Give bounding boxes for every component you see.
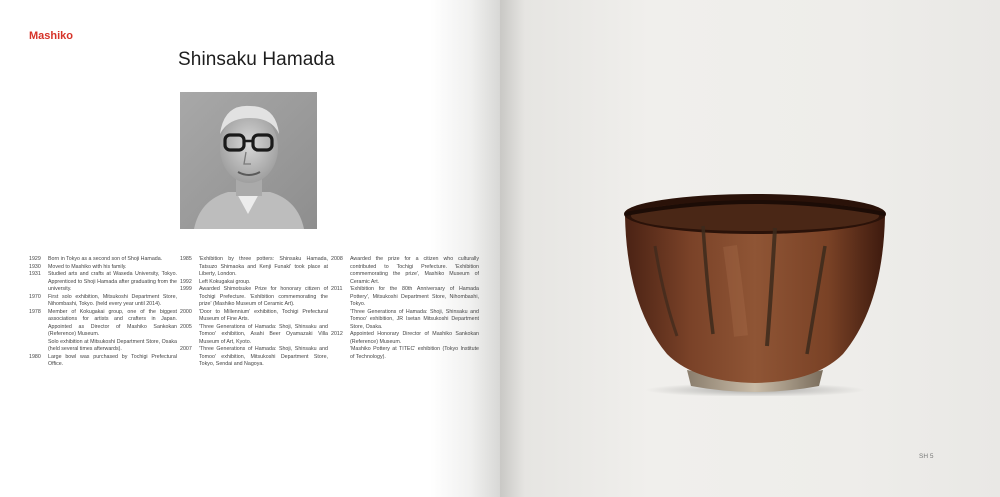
entry-text: 'Three Generations of Hamada: Shoji, Shinsaku and Tomoo' exhibition, JR Isetan Mitsukoshi Department Store, Osaka. (350, 308, 479, 330)
entry-year: 1980 (29, 353, 41, 360)
entry-text: 'Door to Millennium' exhibition, Tochigi Prefectural Museum of Fine Arts. (199, 308, 328, 322)
entry-text: 'Exhibition by three potters: Shinsaku Hamada, Tatsuzo Shimaoka and Kenji Funaki' took place at Liberty, London. (199, 256, 328, 277)
chronology-entry (180, 279, 328, 287)
section-label: Mashiko (29, 30, 74, 42)
entry-text: Appointed Honorary Director of Mashiko Sankokan (Reference) Museum. (350, 331, 479, 345)
entry-year: 1929 (29, 256, 41, 262)
chronology-entry (29, 309, 177, 339)
entry-text: Awarded the prize for a citizen who culturally contributed to Tochigi Prefecture. 'Exhibition commemorating the prize', Mashiko Museum of Ceramic Art. (350, 256, 479, 285)
entry-text: Studied arts and crafts at Waseda University, Tokyo. Apprenticed to Shoji Hamada after graduating from the university. (48, 271, 177, 292)
chronology-entry (29, 264, 177, 272)
chronology-column-2 (180, 256, 328, 369)
entry-year (331, 309, 350, 332)
entry-text: Left Kokugakai group. (199, 278, 251, 285)
entry-text: Solo exhibition at Mitsukoshi Department Store, Osaka (held several times afterwards). (48, 338, 177, 352)
chronology-entry (180, 309, 328, 324)
entry-year: 2011 (331, 286, 343, 292)
chronology-entry (331, 331, 479, 346)
chronology-entry (29, 256, 177, 264)
page-number: SH 5 (919, 453, 934, 460)
right-page (500, 0, 1000, 497)
entry-year: 2005 (180, 323, 192, 330)
entry-year: 1999 (180, 286, 192, 292)
chronology-entry (180, 286, 328, 309)
chronology-entry (331, 256, 479, 286)
chronology-entry (29, 271, 177, 294)
chronology-entry (180, 324, 328, 347)
chronology-entry (180, 256, 328, 279)
entry-text: Born in Tokyo as a second son of Shoji Hamada. (48, 256, 163, 262)
entry-text: First solo exhibition, Mitsukoshi Department Store, Nihombashi, Tokyo. (held every year until 2014). (48, 293, 177, 307)
entry-year: 2008 (331, 256, 343, 262)
chronology-entry (331, 309, 479, 332)
entry-year: 1992 (180, 278, 192, 285)
entry-text: 'Exhibition for the 80th Anniversary of Hamada Pottery', Mitsukoshi Department Store, Nihombashi, Tokyo. (350, 286, 479, 307)
entry-year: 1931 (29, 271, 41, 277)
tea-bowl-photo-icon (615, 186, 895, 396)
chronology-column-3 (331, 256, 479, 361)
entry-year: 2000 (180, 308, 192, 315)
page-title: Shinsaku Hamada (178, 49, 335, 70)
chronology-entry (29, 354, 177, 369)
entry-text: Large bowl was purchased by Tochigi Prefectural Office. (48, 353, 177, 367)
entry-text: 'Three Generations of Hamada: Shoji, Shinsaku and Tomoo' exhibition, Mitsukoshi Department Store, Tokyo, Sendai and Nagoya. (199, 346, 328, 367)
entry-year: 1930 (29, 263, 41, 270)
entry-text: 'Mashiko Pottery at TITEC' exhibition (Tokyo Institute of Technology). (350, 346, 479, 360)
entry-year (29, 339, 48, 354)
chronology-entry (29, 339, 177, 354)
entry-year: 1978 (29, 308, 41, 315)
entry-year: 2012 (331, 331, 343, 337)
chronology-column-1 (29, 256, 177, 369)
chronology-entry (331, 346, 479, 361)
entry-year (331, 346, 350, 361)
entry-year: 2007 (180, 346, 192, 352)
chronology-entry (29, 294, 177, 309)
chronology-entry (331, 286, 479, 309)
entry-text: Awarded Shimotsuke Prize for honorary citizen of Tochigi Prefecture. 'Exhibition commemorating the prize' (Mashiko Museum of Ceramic Art). (199, 286, 328, 307)
entry-text: 'Three Generations of Hamada: Shoji, Shinsaku and Tomoo' exhibition, Asahi Beer Oyamazaki Villa Museum of Art, Kyoto. (199, 323, 328, 345)
entry-year: 1985 (180, 256, 192, 262)
entry-text: Moved to Mashiko with his family. (48, 263, 127, 270)
entry-text: Member of Kokugakai group, one of the biggest associations for artists and crafters in Japan. Appointed as Director of Mashiko Sankokan (Reference) Museum. (48, 308, 177, 337)
entry-year: 1970 (29, 293, 41, 300)
chronology-entry (180, 346, 328, 369)
portrait-photo-icon (180, 92, 317, 229)
